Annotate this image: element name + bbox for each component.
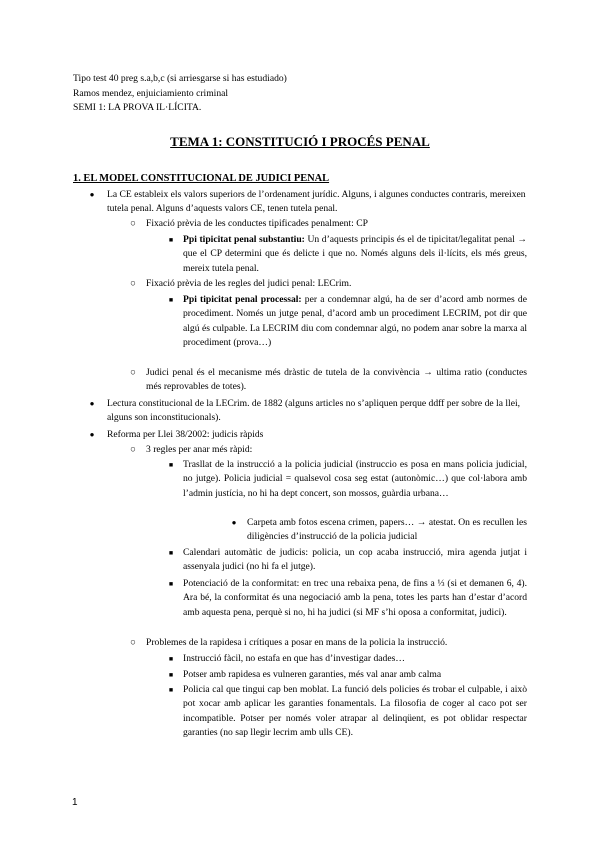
list-item: ■ Potser amb rapidesa es vulneren garanties, més val anar amb calma [183,668,527,682]
page-title: TEMA 1: CONSTITUCIÓ I PROCÉS PENAL [170,134,430,149]
list-item: ● Lectura constitucional de la LECrim. de 1882 (alguns articles no s’apliquen perque ddff per sobre de la llei, alguns son inconstitucionals). [107,397,527,426]
bullet-icon: ● [231,518,237,527]
list-item: ■ Trasllat de la instrucció a la policia judicial (instruccio es posa en mans policia judicial, no jutge). Policia judicial = qualsevol cosa seg estat (autonòmic…) que col·labora amb l’admin justícia, no hi ha dept concert, son mossos, guàrdia urbana… [183,458,527,501]
bullet-icon: ● [89,430,95,439]
header-line: Tipo test 40 preg s.a,b,c (si arriesgarse si has estudiado) [73,73,287,84]
list-item: ○ Fixació prèvia de les regles del judici penal: LECrim. [146,277,527,291]
square-bullet-icon: ■ [168,580,174,588]
list-item: ● Reforma per Llei 38/2002: judicis ràpids [107,428,527,442]
list-item: ○ 3 regles per anar més ràpid: [146,443,527,457]
square-bullet-icon: ■ [168,461,174,469]
bullet-icon: ● [89,190,95,199]
list-item: ■ Potenciació de la conformitat: en trec una rebaixa pena, de fins a ⅓ (si et demanen 6, 4). Ara bé, la conformitat és una negociació amb la pena, totes les parts han d’estar d’acord amb aquesta pena, perquè si no, hi ha judici (si MF s’hi oposa a conformitat, judici). [183,577,527,620]
circle-bullet-icon: ○ [130,367,136,378]
circle-bullet-icon: ○ [130,218,136,229]
square-bullet-icon: ■ [168,686,174,694]
list-item: ○ Problemes de la rapidesa i crítiques a posar en mans de la policia la instrucció. [146,636,527,650]
header-notes [73,72,287,116]
square-bullet-icon: ■ [168,296,174,304]
list-item: ■ Policia cal que tingui cap ben moblat. La funció dels policies és trobar el culpable, i això pot xocar amb aplicar les garanties fonamentals. La filosofia de coger al caco pot ser incompatible. Potser per només voler atrapar al delinqüent, es pot oblidar respectar garanties (no sap llegir lecrim amb ulls CE). [183,683,527,740]
list-item: ● La CE estableix els valors superiors de l’ordenament jurídic. Alguns, i algunes conductes contraris, mereixen tutela penal. Alguns d’aquests valors CE, tenen tutela penal. [107,188,527,217]
list-item: ○ Judici penal és el mecanisme més dràstic de tutela de la convivència → ultima ratio (conductes més reprovables de totes). [146,366,527,395]
square-bullet-icon: ■ [168,549,174,557]
list-item: ■ Ppi tipicitat penal substantiu: Un d’aquests principis és el de tipicitat/legalitat penal → que el CP determini que és delicte i que no. Només alguns dels il·lícits, els més greus, mereix tutela penal. [183,233,527,276]
list-item: ■ Ppi tipicitat penal processal: per a condemnar algú, ha de ser d’acord amb normes de procediment. Només un jutge penal, d’acord amb un procediment LECRIM, pot dir que algú és culpable. La LECRIM diu com condemnar algú, no podem anar sobre la marxa al procediment (prova…) [183,293,527,350]
square-bullet-icon: ■ [168,655,174,663]
bullet-icon: ● [89,399,95,408]
header-line: SEMI 1: LA PROVA IL·LÍCITA. [73,102,202,113]
list-item: ○ Fixació prèvia de les conductes tipificades penalment: CP [146,217,527,231]
header-line: Ramos mendez, enjuiciamiento criminal [73,87,229,99]
square-bullet-icon: ■ [168,236,174,244]
page-number: 1 [72,797,78,808]
circle-bullet-icon: ○ [130,444,136,455]
list-item: ● Carpeta amb fotos escena crimen, papers… → atestat. On es recullen les diligències d’instrucció de la policia judicial [247,516,527,545]
circle-bullet-icon: ○ [130,278,136,289]
list-item: ■ Instrucció fàcil, no estafa en que has d’investigar dades… [183,652,527,666]
square-bullet-icon: ■ [168,671,174,679]
circle-bullet-icon: ○ [130,637,136,648]
section-heading: 1. EL MODEL CONSTITUCIONAL DE JUDICI PENAL [73,173,330,184]
list-item: ■ Calendari automàtic de judicis: policia, un cop acaba instrucció, mira agenda jutjat i assenyala judici (no hi fa el jutge). [183,546,527,575]
